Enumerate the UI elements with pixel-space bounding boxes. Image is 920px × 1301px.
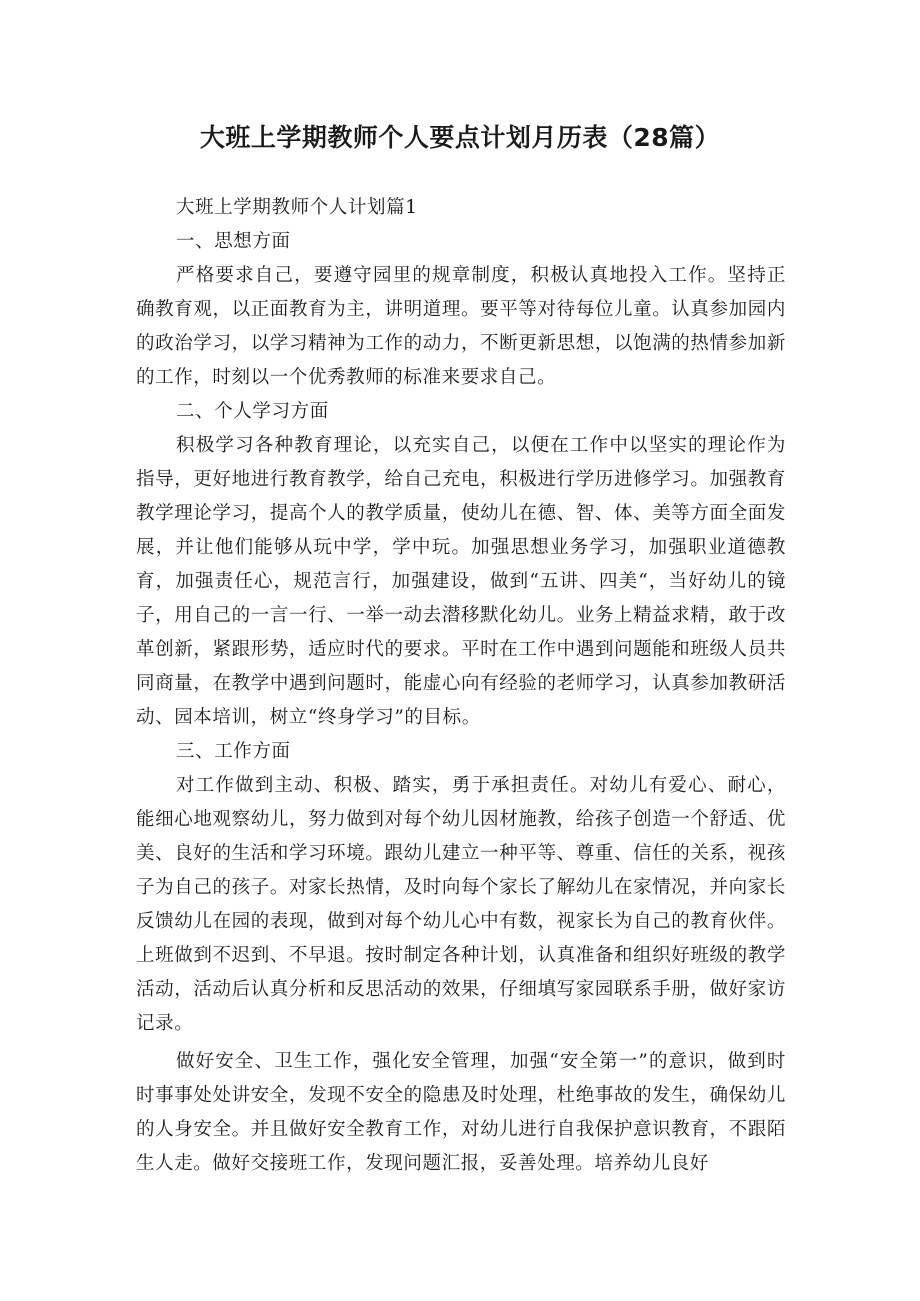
document-subtitle: 大班上学期教师个人计划篇1 — [176, 197, 418, 218]
section-heading-work: 三、工作方面 — [176, 741, 291, 762]
section-heading-study: 二、个人学习方面 — [176, 401, 329, 422]
paragraph-safety: 做好安全、卫生工作，强化安全管理，加强“安全第一”的意识，做到时时事事处处讲安全，发现不安全的隐患及时处理，杜绝事故的发生，确保幼儿的人身安全。并且做好安全教育工作，对幼儿进行自我保护意识教育，不跟陌生人走。做好交接班工作，发现问题汇报，妥善处理。培养幼儿良好 — [136, 1051, 786, 1174]
paragraph-thought: 严格要求自己，要遵守园里的规章制度，积极认真地投入工作。坚持正确教育观，以正面教育为主，讲明道理。要平等对待每位儿童。认真参加园内的政治学习，以学习精神为工作的动力，不断更新思想，以饱满的热情参加新的工作，时刻以一个优秀教师的标准来要求自己。 — [136, 265, 786, 388]
document-title: 大班上学期教师个人要点计划月历表（28篇） — [199, 123, 721, 152]
paragraph-study: 积极学习各种教育理论，以充实自己，以便在工作中以坚实的理论作为指导，更好地进行教育教学，给自己充电，积极进行学历进修学习。加强教育教学理论学习，提高个人的教学质量，使幼儿在德、智、体、美等方面全面发展，并让他们能够从玩中学，学中玩。加强思想业务学习，加强职业道德教育，加强责任心，规范言行，加强建设，做到“五讲、四美“，当好幼儿的镜子，用自己的一言一行、一举一动去潜移默化幼儿。业务上精益求精，敢于改革创新，紧跟形势，适应时代的要求。平时在工作中遇到问题能和班级人员共同商量，在教学中遇到问题时，能虚心向有经验的老师学习，认真参加教研活动、园本培训，树立“终身学习”的目标。 — [136, 435, 786, 728]
document-body — [136, 191, 786, 1181]
section-heading-thought: 一、思想方面 — [176, 231, 291, 252]
paragraph-work: 对工作做到主动、积极、踏实，勇于承担责任。对幼儿有爱心、耐心，能细心地观察幼儿，努力做到对每个幼儿因材施教，给孩子创造一个舒适、优美、良好的生活和学习环境。跟幼儿建立一种平等、尊重、信任的关系，视孩子为自己的孩子。对家长热情，及时向每个家长了解幼儿在家情况，并向家长反馈幼儿在园的表现，做到对每个幼儿心中有数，视家长为自己的教育伙伴。上班做到不迟到、不早退。按时制定各种计划，认真准备和组织好班级的教学活动，活动后认真分析和反思活动的效果，仔细填写家园联系手册，做好家访记录。 — [136, 775, 786, 1034]
